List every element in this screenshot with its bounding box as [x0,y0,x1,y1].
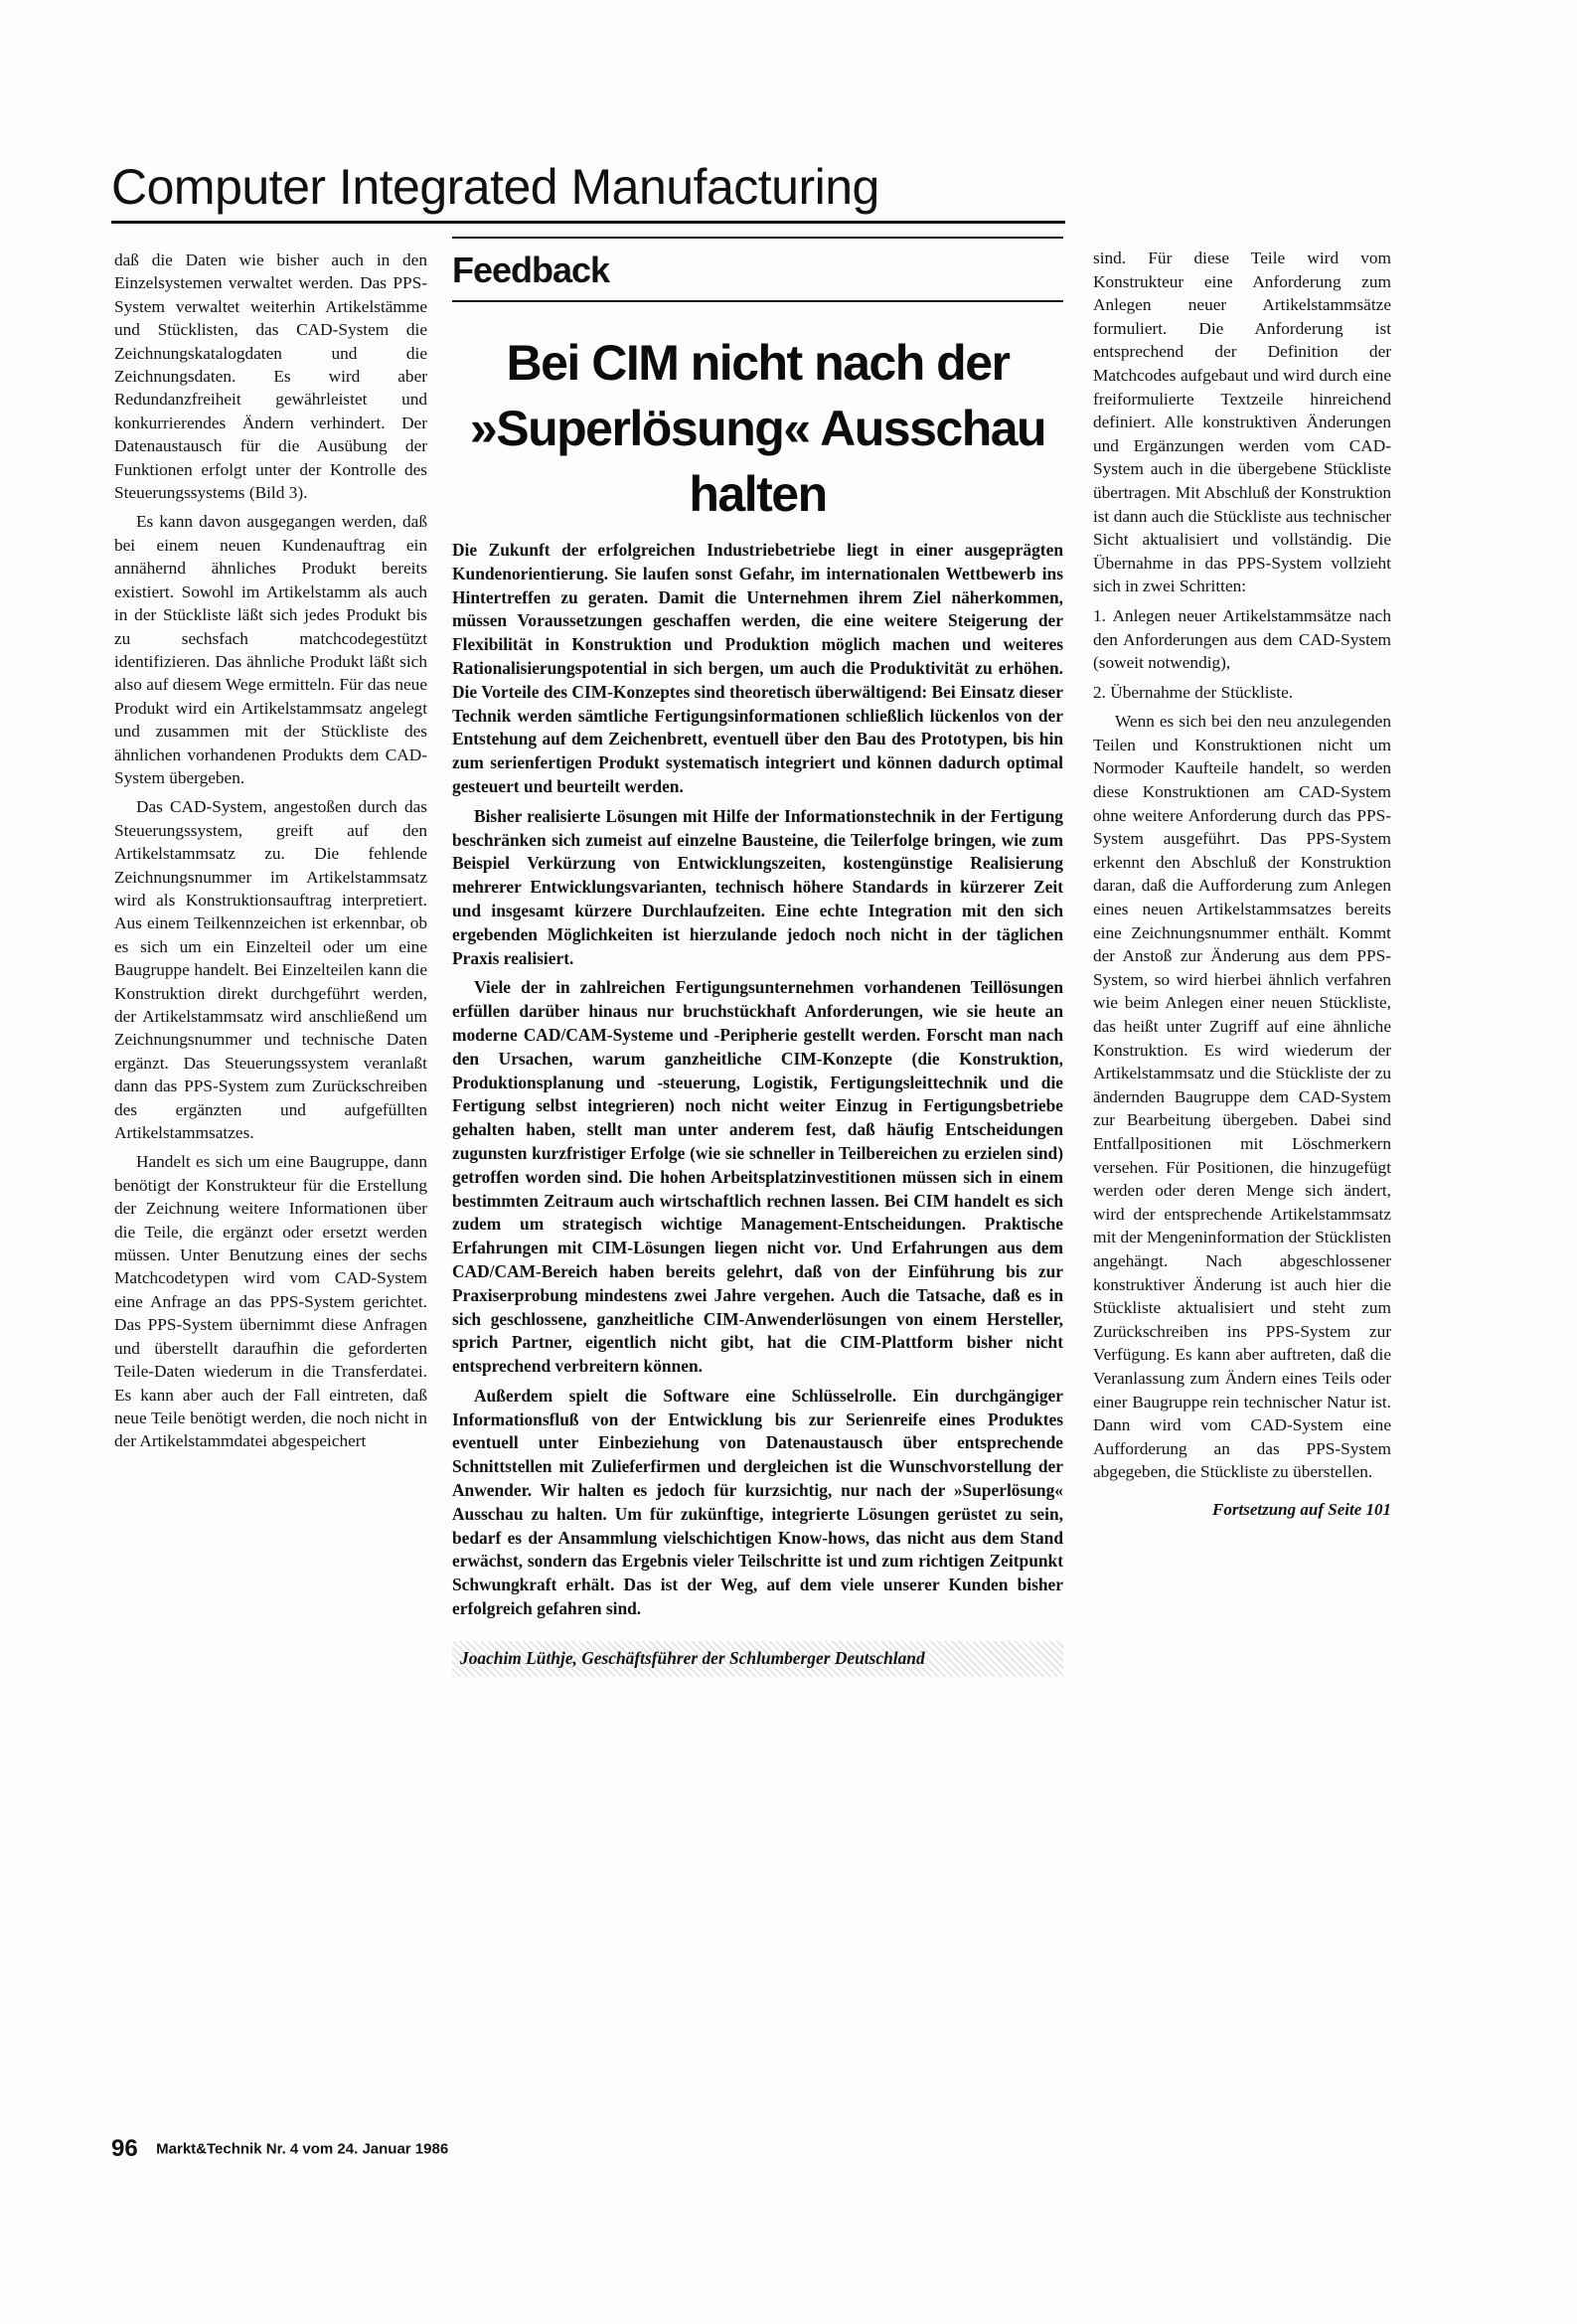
feedback-label: Feedback [452,249,610,290]
feedback-box [452,237,1063,1677]
header-rule [111,221,1065,224]
right-list-item-2: 2. Übernahme der Stückliste. [1093,682,1294,702]
page-footer [111,2135,448,2163]
feedback-body [452,539,1063,1677]
left-column [114,249,427,1459]
page-number: 96 [111,2135,138,2162]
feedback-headline [452,330,1063,527]
right-paragraph-2: Wenn es sich bei den neu anzulegenden Teilen und Konstruktionen nicht um Normoder Kaufteile handelt, so werden diese Konstruktionen am CAD-System ohne weitere Anforderung durch das PPS-System ausgeführt. Das PPS-System erkennt den Abschluß der Konstruktion daran, daß die Aufforderung zum Anlegen eines neuen Artikelstammsatzes bereits eine Zeichnungsnummer enthält. Kommt der Anstoß zur Änderung aus dem PPS-System, so wird hierbei ähnlich verfahren wie beim Anlegen einer neuen Stückliste, das heißt unter Zugriff auf eine ähnliche Konstruktion. Es wird wiederum der Artikelstammsatz und die Stückliste der zu ändernden Baugruppe dem CAD-System zur Bearbeitung übergeben. Dabei sind Entfallpositionen mit Löschmerkern versehen. Für Positionen, die hinzugefügt werden oder deren Menge sich ändert, wird der entsprechende Artikelstammsatz mit der Mengeninformation der Stücklisten angehängt. Nach abgeschlossener konstruktiver Änderung ist auch hier die Stückliste aktualisiert und steht zum Zurückschreiben ins PPS-System zur Verfügung. Es kann aber auftreten, daß die Veranlassung zum Ändern eines Teils oder einer Baugruppe rein technischer Natur ist. Dann wird vom CAD-System eine Aufforderung an das PPS-System abgegeben, die Stückliste zu überstellen. [1093,712,1391,1482]
feedback-paragraph-4: Außerdem spielt die Software eine Schlüsselrolle. Ein durchgängiger Informationsfluß von der Entwicklung bis zur Serienreife eines Produktes eventuell unter Einbeziehung von Datenaustausch über entsprechende Schnittstellen mit Zulieferfirmen und dergleichen ist die Wunschvorstellung der Anwender. Wir halten es jedoch für kurzsichtig, nur nach der »Superlösung« Ausschau zu halten. Um für zukünftige, integrierte Lösungen gerüstet zu sein, bedarf es der Ansammlung vielschichtigen Know-hows, das nicht aus dem Stand erwächst, sondern das Ergebnis vieler Teilschritte ist und zum richtigen Zeitpunkt Schwungkraft erhält. Das ist der Weg, auf dem viele unserer Kunden bisher erfolgreich gefahren sind. [452,1385,1063,1619]
feedback-paragraph-3: Viele der in zahlreichen Fertigungsunternehmen vorhandenen Teillösungen erfüllen darüber hinaus nur bruchstückhaft Anforderungen, wie sie heute an moderne CAD/CAM-Systeme und -Peripherie gestellt werden. Forscht man nach den Ursachen, warum ganzheitliche CIM-Konzepte (die Konstruktion, Produktionsplanung und -steuerung, Logistik, Fertigungsleittechnik und die Fertigung selbst integrieren) noch nicht weiter Einzug in Fertigungsbetriebe gehalten haben, stellt man unter anderem fest, daß häufig Entscheidungen zugunsten kurzfristiger Erfolge (wie sie schneller in Teilbereichen zu erzielen sind) getroffen worden sind. Die hohen Arbeitsplatzinvestitionen müssen sich in einem bestimmten Zeitraum auch wirtschaftlich rechnen lassen. Bei CIM handelt es sich zudem um strategisch wichtige Management-Entscheidungen. Praktische Erfahrungen mit CIM-Lösungen liegen nicht vor. Und Erfahrungen aus dem CAD/CAM-Bereich haben bereits gelehrt, daß von der Einführung bis zur Praxiserprobung mindestens zwei Jahre vergehen. Auch die Tatsache, daß es in sich geschlossene, ganzheitliche CIM-Anwenderlösungen von einem Hersteller, sprich Partner, eigentlich nicht gibt, hat die CIM-Plattform bisher nicht entsprechend verbreitern können. [452,977,1063,1377]
right-paragraph-1: sind. Für diese Teile wird vom Konstrukteur eine Anforderung zum Anlegen neuer Artikelstammsätze formuliert. Die Anforderung ist entsprechend der Definition der Matchcodes aufgebaut und wird durch eine freiformulierte Textzeile hinreichend definiert. Alle konstruktiven Änderungen und Ergänzungen werden vom CAD-System auch in die übergebene Stückliste übertragen. Mit Abschluß der Konstruktion ist dann auch die Stückliste aus technischer Sicht aktualisiert und vollständig. Die Übernahme in das PPS-System vollzieht sich in zwei Schritten: [1093,249,1391,596]
feedback-author: Joachim Lüthje, Geschäftsführer der Schlumberger Deutschland [452,1641,1063,1677]
feedback-label-rule [452,300,1063,302]
continued-note: Fortsetzung auf Seite 101 [1212,1499,1391,1519]
feedback-paragraph-2: Bisher realisierte Lösungen mit Hilfe der Informationstechnik in der Fertigung beschränken sich zumeist auf einzelne Bausteine, die Teilerfolge bringen, wie zum Beispiel Verkürzung von Entwicklungszeiten, kostengünstige Realisierung mehrerer Entwicklungsvarianten, technisch höhere Standards in kürzerer Zeit und insgesamt kürzere Durchlaufzeiten. Eine echte Integration mit den sich ergebenden Möglichkeiten ist hierzulande jedoch noch nicht in der täglichen Praxis realisiert. [452,805,1063,968]
headline-line-3: halten [689,466,827,522]
feedback-top-rule [452,237,1063,239]
running-header [111,157,1065,217]
left-paragraph-1: daß die Daten wie bisher auch in den Einzelsystemen verwaltet werden. Das PPS-System verwaltet weiterhin Artikelstämme und Stücklisten, das CAD-System die Zeichnungskatalogdaten und die Zeichnungsdaten. Es wird aber Redundanzfreiheit gewährleistet und konkurrierendes Ändern verhindert. Der Datenaustausch für die Ausübung der Funktionen erfolgt unter der Kontrolle des Steuerungssystems (Bild 3). [114,250,427,503]
left-paragraph-4: Handelt es sich um eine Baugruppe, dann benötigt der Konstrukteur für die Erstellung der Zeichnung weitere Informationen über die Teile, die ergänzt oder ersetzt werden müssen. Unter Benutzung eines der sechs Matchcodetypen wird vom CAD-System eine Anfrage an das PPS-System gerichtet. Das PPS-System übernimmt diese Anfragen und überstellt daraufhin die geforderten Teile-Daten wiederum in die Transferdatei. Es kann aber auch der Fall eintreten, daß neue Teile benötigt werden, die noch nicht in der Artikelstammdatei abgespeichert [114,1152,427,1451]
right-column [1093,247,1391,1521]
section-header-title: Computer Integrated Manufacturing [111,159,879,215]
feedback-paragraph-1: Die Zukunft der erfolgreichen Industriebetriebe liegt in einer ausgeprägten Kundenorientierung. Sie laufen sonst Gefahr, im internationalen Wettbewerb ins Hintertreffen zu geraten. Damit die Unternehmen ihrem Ziel näherkommen, müssen Voraussetzungen geschaffen werden, die eine weitere Steigerung der Flexibilität in Konstruktion und Produktion möglich machen und weiteres Rationalisierungspotential in sich bergen, um auch die Produktivität zu erhöhen. Die Vorteile des CIM-Konzeptes sind theoretisch überwältigend: Bei Einsatz dieser Technik werden sämtliche Fertigungsinformationen schließlich lückenlos von der Entstehung auf dem Zeichenbrett, eventuell über den Bau des Prototypen, bis hin zum serienfertigen Produkt systematisch integriert und können dadurch optimal gesteuert und beurteilt werden. [452,540,1063,796]
left-paragraph-3: Das CAD-System, angestoßen durch das Steuerungssystem, greift auf den Artikelstammsatz zu. Die fehlende Zeichnungsnummer im Artikelstammsatz wird als Konstruktionsauftrag interpretiert. Aus einem Teilkennzeichen ist erkennbar, ob es sich um ein Einzelteil oder um eine Baugruppe handelt. Bei Einzelteilen kann die Konstruktion direkt durchgeführt werden, der Artikelstammsatz wird anschließend um Zeichnungsnummer und technische Daten ergänzt. Das Steuerungssystem veranlaßt dann das PPS-System zum Zurückschreiben des ergänzten und aufgefüllten Artikelstammsatzes. [114,797,427,1143]
publication-info: Markt&Technik Nr. 4 vom 24. Januar 1986 [156,2140,449,2158]
right-list-item-1: 1. Anlegen neuer Artikelstammsätze nach den Anforderungen aus dem CAD-System (soweit notwendig), [1093,605,1391,673]
headline-line-2: »Superlösung« Ausschau [469,401,1046,456]
left-paragraph-2: Es kann davon ausgegangen werden, daß bei einem neuen Kundenauftrag ein annähernd ähnliches Produkt bereits existiert. Sowohl im Artikelstamm als auch in der Stückliste läßt sich jedes Produkt bis zu sechsfach matchcodegestützt identifizieren. Das ähnliche Produkt läßt sich also auf diesem Wege ermitteln. Für das neue Produkt wird ein Artikelstammsatz angelegt und zusammen mit der Stückliste des ähnlichen vorhandenen Produkts dem CAD-System übergeben. [114,512,427,787]
headline-line-1: Bei CIM nicht nach der [506,335,1010,391]
